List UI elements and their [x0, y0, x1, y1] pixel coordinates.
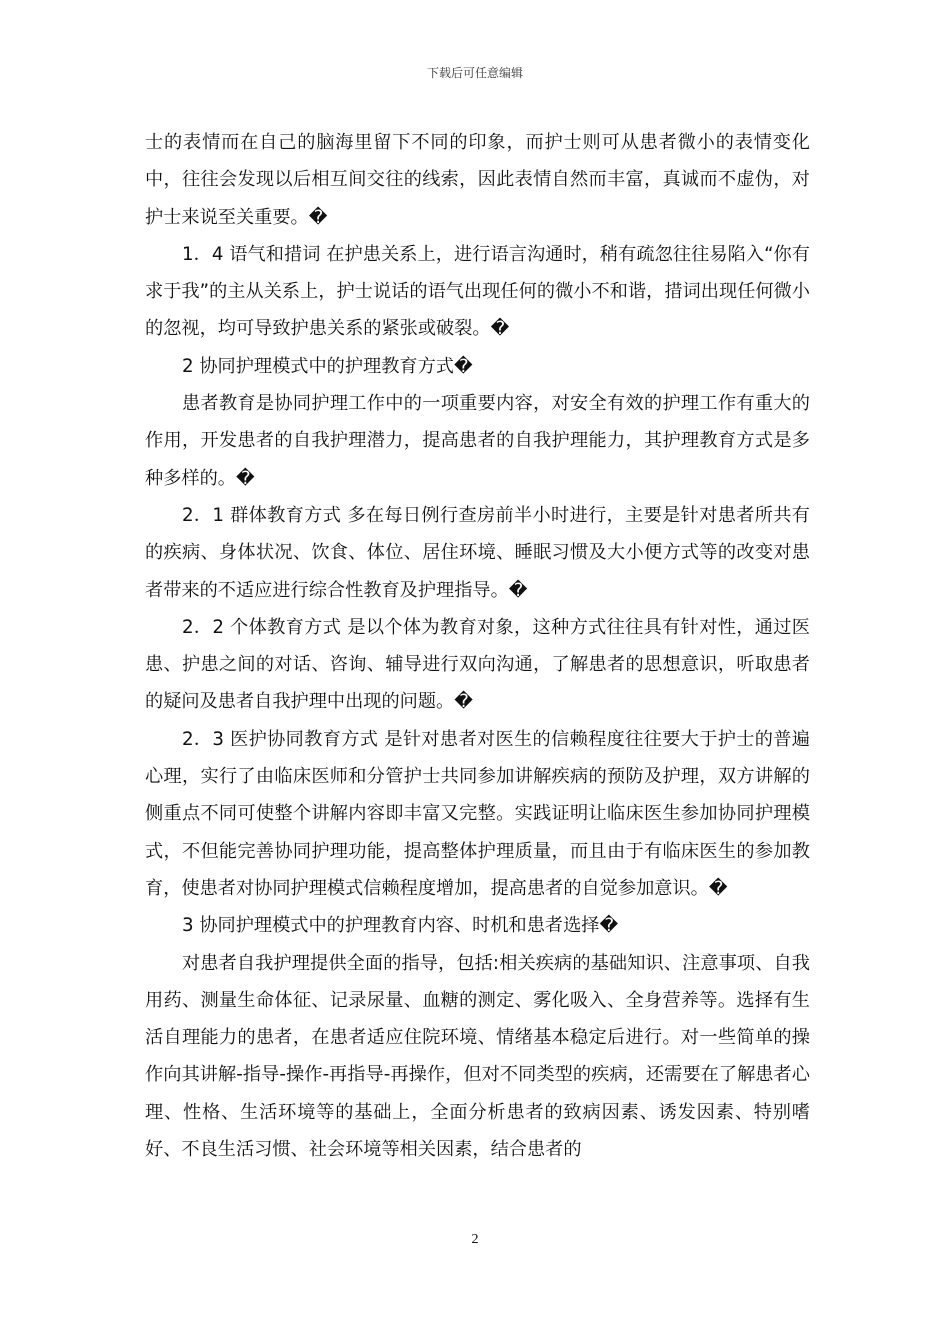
paragraph: 士的表情而在自己的脑海里留下不同的印象，而护士则可从患者微小的表情变化中，往往会发现以后相互间交往的线索，因此表情自然而丰富，真诚而不虚伪，对护士来说至关重要。� [145, 132, 810, 228]
section-3-heading: 3 协同护理模式中的护理教育内容、时机和患者选择� [182, 915, 619, 937]
paragraph: 患者教育是协同护理工作中的一项重要内容，对安全有效的护理工作有重大的作用，开发患者的自我护理潜力，提高患者的自我护理能力，其护理教育方式是多种多样的。� [145, 393, 810, 489]
page-header: 下载后可任意编辑 [426, 66, 523, 80]
body-text [145, 124, 810, 1168]
section-1-4-paragraph: 1．4 语气和措词 在护患关系上，进行语言沟通时，稍有疏忽往往易陷入“你有求于我”的主从关系上，护士说话的语气出现任何的微小不和谐，措词出现任何微小的忽视，均可导致护患关系的紧张或破裂。� [145, 243, 810, 340]
section-2-3-paragraph: 2．3 医护协同教育方式 是针对患者对医生的信赖程度往往要大于护士的普遍心理，实行了由临床医师和分管护士共同参加讲解疾病的预防及护理，双方讲解的侧重点不同可使整个讲解内容即丰富又完整。实践证明让临床医生参加协同护理模式，不但能完善协同护理功能，提高整体护理质量，而且由于有临床医生的参加教育，使患者对协同护理模式信赖程度增加，提高患者的自觉参加意识。� [145, 728, 810, 899]
section-2-2-paragraph: 2．2 个体教育方式 是以个体为教育对象，这种方式往往具有针对性，通过医患、护患之间的对话、咨询、辅导进行双向沟通，了解患者的思想意识，听取患者的疑问及患者自我护理中出现的问题。� [145, 616, 810, 713]
paragraph: 对患者自我护理提供全面的指导，包括:相关疾病的基础知识、注意事项、自我用药、测量生命体征、记录尿量、血糖的测定、雾化吸入、全身营养等。选择有生活自理能力的患者，在患者适应住院环境、情绪基本稳定后进行。对一些简单的操作向其讲解-指导-操作-再指导-再操作，但对不同类型的疾病，还需要在了解患者心理、性格、生活环境等的基础上，全面分析患者的致病因素、诱发因素、特别嗜好、不良生活习惯、社会环境等相关因素，结合患者的 [145, 952, 810, 1161]
section-2-1-paragraph: 2．1 群体教育方式 多在每日例行查房前半小时进行，主要是针对患者所共有的疾病、身体状况、饮食、体位、居住环境、睡眠习惯及大小便方式等的改变对患者带来的不适应进行综合性教育及护理指导。� [145, 504, 810, 601]
page-number: 2 [471, 1232, 479, 1247]
section-2-heading: 2 协同护理模式中的护理教育方式� [182, 355, 473, 377]
